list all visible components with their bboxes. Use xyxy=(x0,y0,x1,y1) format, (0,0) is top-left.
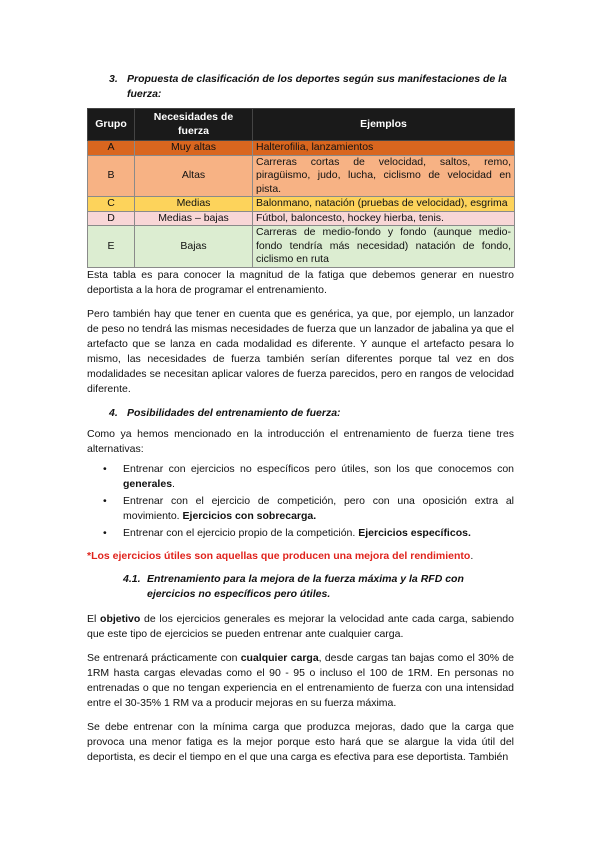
section-4-1-number: 4.1. xyxy=(123,572,141,585)
cell-grupo: C xyxy=(88,197,135,212)
list-item-text: Entrenar con el ejercicio de competición, pero con una oposición extra al movimiento. Ejercicios con sobrecarga. xyxy=(123,494,514,522)
list-item xyxy=(87,526,514,541)
cell-ejemplos: Halterofilia, lanzamientos xyxy=(253,141,515,156)
cell-ejemplos: Carreras cortas de velocidad, saltos, remo, piragüismo, judo, lucha, ciclismo de velocidad en pista. xyxy=(253,155,515,197)
section-3-heading xyxy=(109,72,514,102)
section-4-number: 4. xyxy=(109,406,118,419)
table-row xyxy=(88,226,515,268)
bullet-icon: • xyxy=(103,462,107,475)
section-3-title: Propuesta de clasificación de los deportes según sus manifestaciones de la fuerza: xyxy=(127,73,507,100)
paragraph-alternatives-intro: Como ya hemos mencionado en la introducción el entrenamiento de fuerza tiene tres alternativas: xyxy=(87,427,514,455)
table-header-row xyxy=(88,109,515,141)
paragraph-any-load: Se entrenará prácticamente con cualquier carga, desde cargas tan bajas como el 30% de 1RM hasta cargas elevadas como el 90 - 95 o incluso el 100 de 1RM. En personas no entrenadas o que no tengan experiencia en el entrenamiento de fuerza con una intensidad entre el 30-35% 1 RM va a producir mejoras en su fuerza máxima. xyxy=(87,651,515,709)
bullet-icon: • xyxy=(103,526,107,539)
list-item-text: Entrenar con ejercicios no específicos pero útiles, son los que conocemos con generales. xyxy=(123,462,514,490)
cell-necesidad: Bajas xyxy=(135,226,253,268)
cell-ejemplos: Balonmano, natación (pruebas de velocidad), esgrima xyxy=(253,197,515,212)
paragraph-table-purpose: Esta tabla es para conocer la magnitud de la fatiga que debemos generar en nuestro deportista a la hora de programar el entrenamiento. xyxy=(87,268,514,296)
alternatives-list xyxy=(87,462,514,541)
cell-ejemplos: Fútbol, baloncesto, hockey hierba, tenis. xyxy=(253,211,515,226)
cell-necesidad: Altas xyxy=(135,155,253,197)
section-4-title: Posibilidades del entrenamiento de fuerza: xyxy=(127,406,341,419)
section-4-1-title: Entrenamiento para la mejora de la fuerza máxima y la RFD con ejercicios no específicos pero útiles. xyxy=(147,572,464,600)
header-grupo: Grupo xyxy=(88,109,135,141)
cell-necesidad: Medias xyxy=(135,197,253,212)
cell-grupo: A xyxy=(88,141,135,156)
paragraph-generic-note: Pero también hay que tener en cuenta que es genérica, ya que, por ejemplo, un lanzador de peso no tendrá las mismas necesidades de fuerza que un lanzador de jabalina ya que el artefacto que se lanza en cada modalidad es diferente. Y aunque el artefacto pesara lo mismo, las necesidades de fuerza también serían diferentes porque tal vez en dos modalidades se necesitan aplicar valores de fuerza parecidos, pero en rangos de velocidad diferente. xyxy=(87,307,514,395)
cell-grupo: B xyxy=(88,155,135,197)
cell-necesidad: Muy altas xyxy=(135,141,253,156)
classification-table xyxy=(87,108,515,268)
table-row xyxy=(88,155,515,197)
header-necesidades: Necesidades de fuerza xyxy=(135,109,253,141)
cell-grupo: D xyxy=(88,211,135,226)
document-page xyxy=(87,72,514,765)
section-4-heading xyxy=(109,406,514,421)
table-row xyxy=(88,211,515,226)
list-item xyxy=(87,494,514,524)
table-row xyxy=(88,197,515,212)
section-4-1-heading xyxy=(123,572,514,602)
paragraph-minimum-load: Se debe entrenar con la mínima carga que produzca mejoras, dado que la carga que provoca una menor fatiga es la mejor porque esto hará que se alargue la vida útil del deportista, es decir el tiempo en el que una carga es efectiva para ese deportista. También xyxy=(87,720,514,763)
list-item xyxy=(87,462,514,492)
table-row xyxy=(88,141,515,156)
list-item-text: Entrenar con el ejercicio propio de la competición. Ejercicios específicos. xyxy=(123,526,471,539)
cell-necesidad: Medias – bajas xyxy=(135,211,253,226)
cell-grupo: E xyxy=(88,226,135,268)
paragraph-objective: El objetivo de los ejercicios generales es mejorar la velocidad ante cada carga, sabiendo que este tipo de ejercicios se pueden entrenar ante cualquier carga. xyxy=(87,612,514,640)
section-3-number: 3. xyxy=(109,73,118,85)
bullet-icon: • xyxy=(103,494,107,507)
header-ejemplos: Ejemplos xyxy=(253,109,515,141)
cell-ejemplos: Carreras de medio-fondo y fondo (aunque medio-fondo tendría más necesidad) natación de fondo, ciclismo en ruta xyxy=(253,226,515,268)
useful-exercises-note: *Los ejercicios útiles son aquellas que producen una mejora del rendimiento. xyxy=(87,549,474,562)
